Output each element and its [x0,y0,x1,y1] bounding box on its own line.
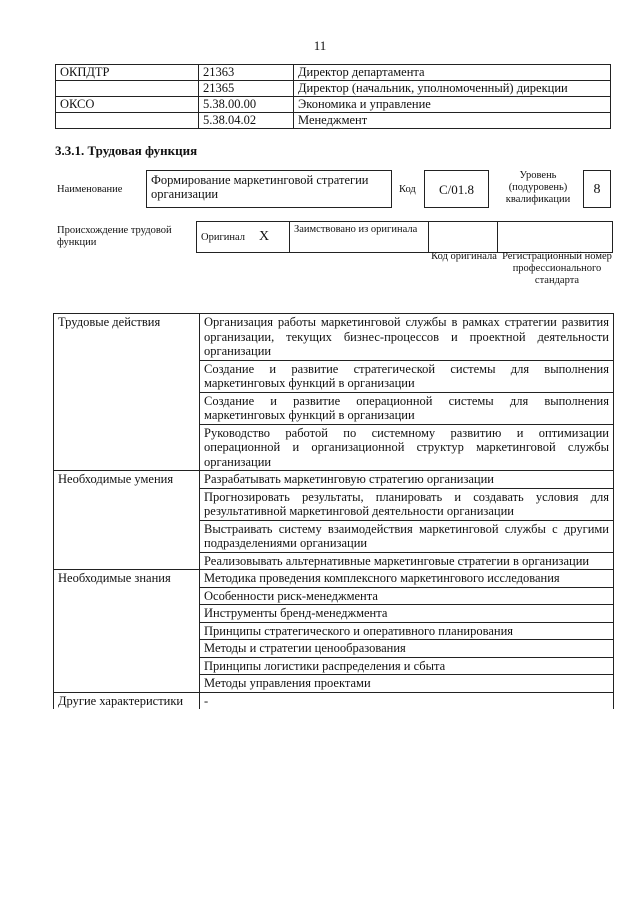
table-row [54,570,614,588]
code-label: Код [399,184,416,195]
name-label: Наименование [57,184,123,195]
code-cell: 5.38.04.02 [199,113,294,129]
list-item: Принципы стратегического и оперативного планирования [200,622,614,640]
table-row [56,113,611,129]
name-cell: Экономика и управление [294,97,611,113]
functions-table [53,313,614,709]
table-row [54,471,614,489]
name-cell: Директор (начальник, уполномоченный) дирекции [294,81,611,97]
list-item: Организация работы маркетинговой службы в рамках стратегии развития организации, текущих бизнес-процессов и проектной деятельности организации [200,314,614,361]
level-label: Уровень (подуровень) квалификации [505,170,571,205]
table-row [56,97,611,113]
section-title: 3.3.1. Трудовая функция [55,143,198,158]
list-item: Создание и развитие стратегической системы для выполнения маркетинговых функций в организации [200,360,614,392]
list-item: Разрабатывать маркетинговую стратегию организации [200,471,614,489]
page-number: 11 [313,38,327,53]
list-item: - [200,692,614,709]
list-item: Методика проведения комплексного маркетингового исследования [200,570,614,588]
original-label: Оригинал [201,231,245,243]
section-header: Трудовые действия [54,314,200,471]
classifier-cell [56,81,199,97]
origin-label: Происхождение трудовой функции [57,225,172,248]
classification-table [55,64,611,129]
list-item: Принципы логистики распределения и сбыта [200,657,614,675]
list-item: Инструменты бренд-менеджмента [200,605,614,623]
table-row [197,222,613,253]
level-box: 8 [583,170,611,208]
name-cell: Директор департамента [294,65,611,81]
section-header: Другие характеристики [54,692,200,709]
code-cell: 21365 [199,81,294,97]
list-item: Руководство работой по системному развитию и оптимизации операционной и организационной структур маркетинговой службы организации [200,424,614,471]
function-name-box: Формирование маркетинговой стратегии организации [146,170,392,208]
section-header: Необходимые умения [54,471,200,570]
table-row [54,314,614,361]
original-mark: X [259,228,270,244]
list-item: Прогнозировать результаты, планировать и создавать условия для результативной маркетинговой деятельности организации [200,488,614,520]
list-item: Методы управления проектами [200,675,614,693]
registration-caption: Регистрационный номер профессионального стандарта [502,251,612,286]
list-item: Реализовывать альтернативные маркетинговые стратегии в организации [200,552,614,570]
table-row [56,65,611,81]
origin-table [196,221,613,253]
original-code-cell [429,222,498,253]
original-cell [197,222,290,253]
classifier-cell: ОКСО [56,97,199,113]
function-code-box: C/01.8 [424,170,489,208]
classifier-cell [56,113,199,129]
borrowed-cell: Заимствовано из оригинала [290,222,429,253]
table-row [56,81,611,97]
code-cell: 21363 [199,65,294,81]
list-item: Создание и развитие операционной системы для выполнения маркетинговых функций в организации [200,392,614,424]
registration-cell [498,222,613,253]
code-caption: Код оригинала [431,251,497,262]
table-row [54,692,614,709]
section-header: Необходимые знания [54,570,200,693]
list-item: Методы и стратегии ценообразования [200,640,614,658]
list-item: Выстраивать систему взаимодействия маркетинговой службы с другими подразделениями организации [200,520,614,552]
list-item: Особенности риск-менеджмента [200,587,614,605]
code-cell: 5.38.00.00 [199,97,294,113]
name-cell: Менеджмент [294,113,611,129]
classifier-cell: ОКПДТР [56,65,199,81]
